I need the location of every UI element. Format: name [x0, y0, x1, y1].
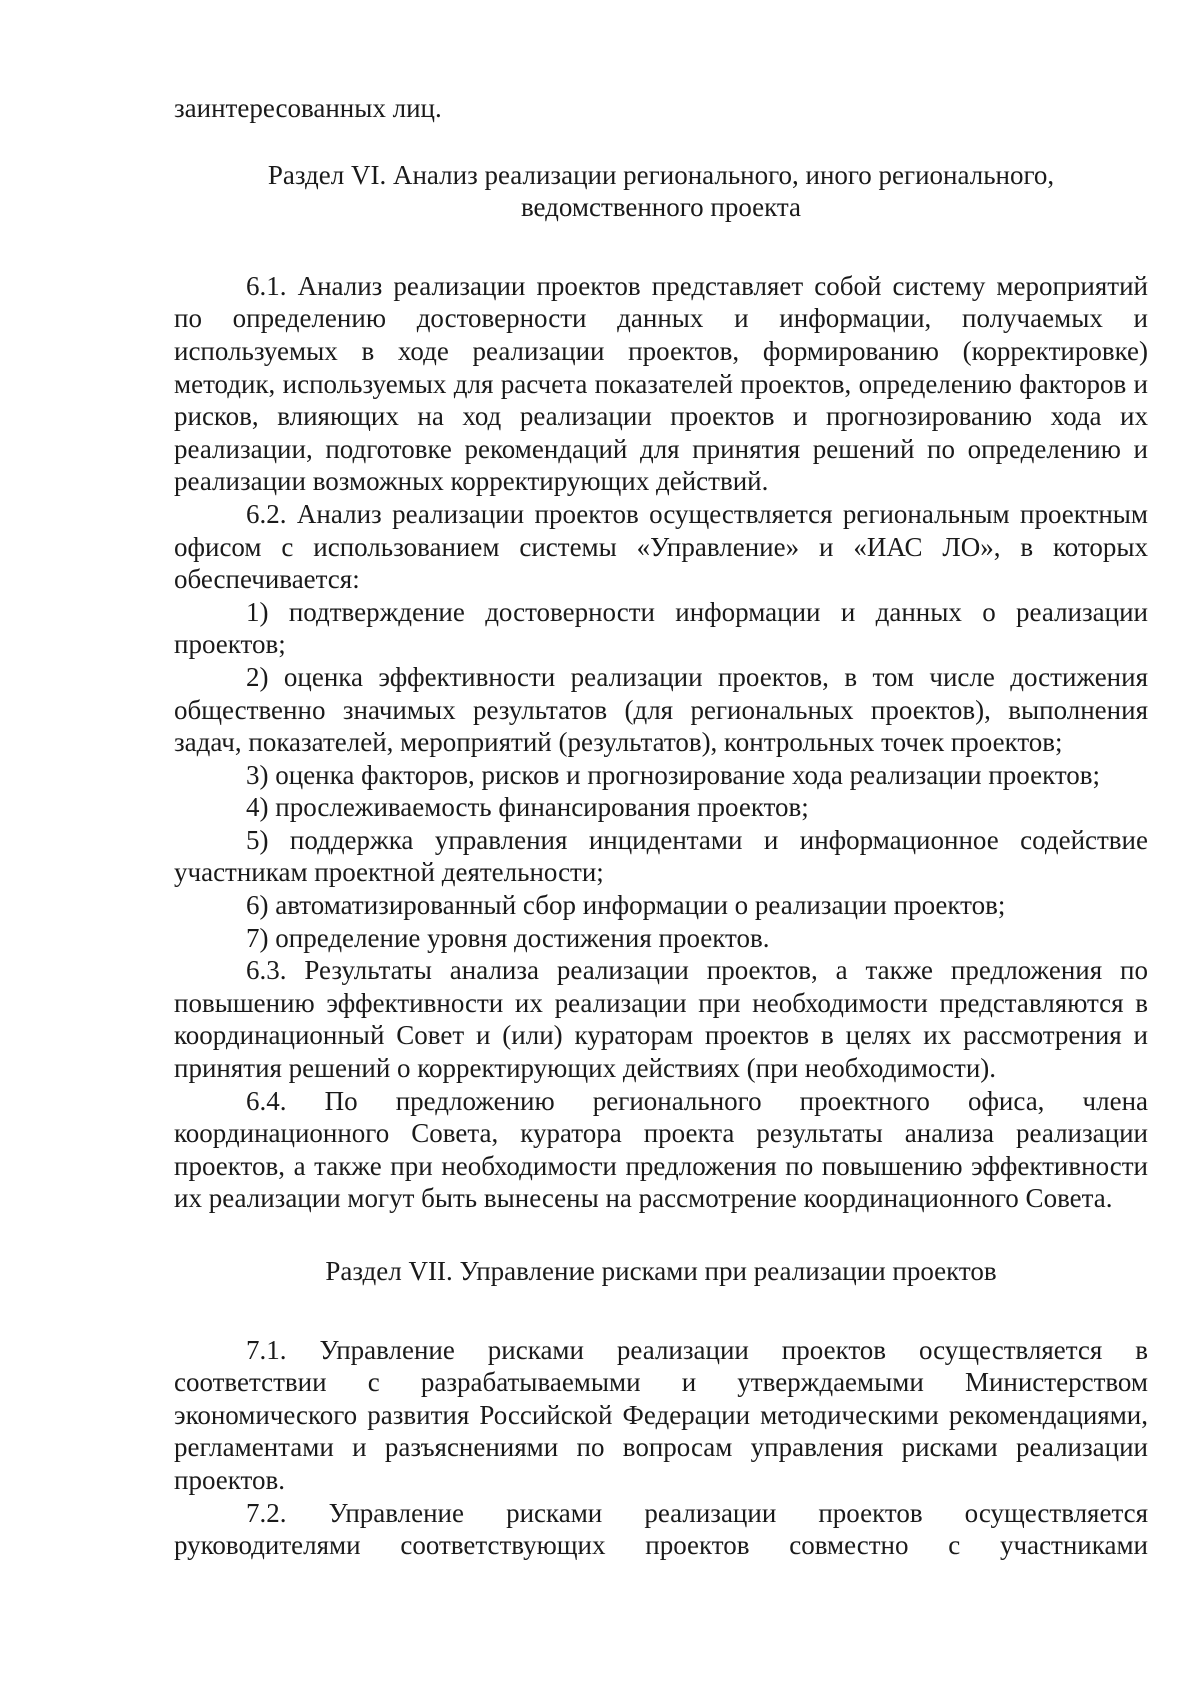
- document-page: [174, 92, 1148, 1562]
- lead-fragment: заинтересованных лиц.: [174, 93, 442, 123]
- list-item-4: 4) прослеживаемость финансирования проектов;: [246, 792, 809, 823]
- paragraph-6-1: 6.1. Анализ реализации проектов представляет собой систему мероприятий по определению достоверности данных и информации, получаемых и используемых в ходе реализации проектов, формированию (корректировке) методик, используемых для расчета показателей проектов, определению факторов и рисков, влияющих на ход реализации проектов и прогнозированию хода их реализации, подготовке рекомендаций для принятия решений по определению и реализации возможных корректирующих действий.: [174, 270, 1148, 497]
- section-6-body: [174, 270, 1148, 1215]
- list-item-3: 3) оценка факторов, рисков и прогнозирование хода реализации проектов;: [246, 759, 1101, 790]
- paragraph-7-2: 7.2. Управление рисками реализации проектов осуществляется руководителями соответствующих проектов совместно с участниками: [174, 1497, 1148, 1561]
- list-item-1: 1) подтверждение достоверности информации и данных о реализации проектов;: [174, 596, 1148, 660]
- section-6-heading-line-1: Раздел VI. Анализ реализации регионального, иного регионального,: [267, 159, 1055, 190]
- section-6-heading: [174, 159, 1148, 224]
- list-item-6: 6) автоматизированный сбор информации о реализации проектов;: [246, 890, 1006, 921]
- list-item-2: 2) оценка эффективности реализации проектов, в том числе достижения общественно значимых результатов (для региональных проектов), выполнения задач, показателей, мероприятий (результатов), контрольных точек проектов;: [174, 661, 1148, 758]
- spacer: [174, 1288, 1148, 1334]
- paragraph-6-4: 6.4. По предложению регионального проектного офиса, члена координационного Совета, куратора проекта результаты анализа реализации проектов, а также при необходимости предложения по повышению эффективности их реализации могут быть вынесены на рассмотрение координационного Совета.: [174, 1085, 1148, 1214]
- spacer: [174, 224, 1148, 270]
- list-item-5: 5) поддержка управления инцидентами и информационное содействие участникам проектной деятельности;: [174, 824, 1148, 888]
- paragraph-7-1: 7.1. Управление рисками реализации проектов осуществляется в соответствии с разрабатываемыми и утверждаемыми Министерством экономического развития Российской Федерации методическими рекомендациями, регламентами и разъяснениями по вопросам управления рисками реализации проектов.: [174, 1334, 1148, 1495]
- paragraph-6-3: 6.3. Результаты анализа реализации проектов, а также предложения по повышению эффективности их реализации при необходимости представляются в координационный Совет и (или) кураторам проектов в целях их рассмотрения и принятия решений о корректирующих действиях (при необходимости).: [174, 955, 1148, 1084]
- section-7-body: [174, 1334, 1148, 1562]
- section-6-heading-line-2: ведомственного проекта: [520, 192, 802, 223]
- section-7-heading: Раздел VII. Управление рисками при реализации проектов: [325, 1256, 997, 1286]
- list-item-7: 7) определение уровня достижения проектов.: [246, 922, 770, 953]
- paragraph-6-2: 6.2. Анализ реализации проектов осуществляется региональным проектным офисом с использованием системы «Управление» и «ИАС ЛО», в которых обеспечивается:: [174, 498, 1148, 595]
